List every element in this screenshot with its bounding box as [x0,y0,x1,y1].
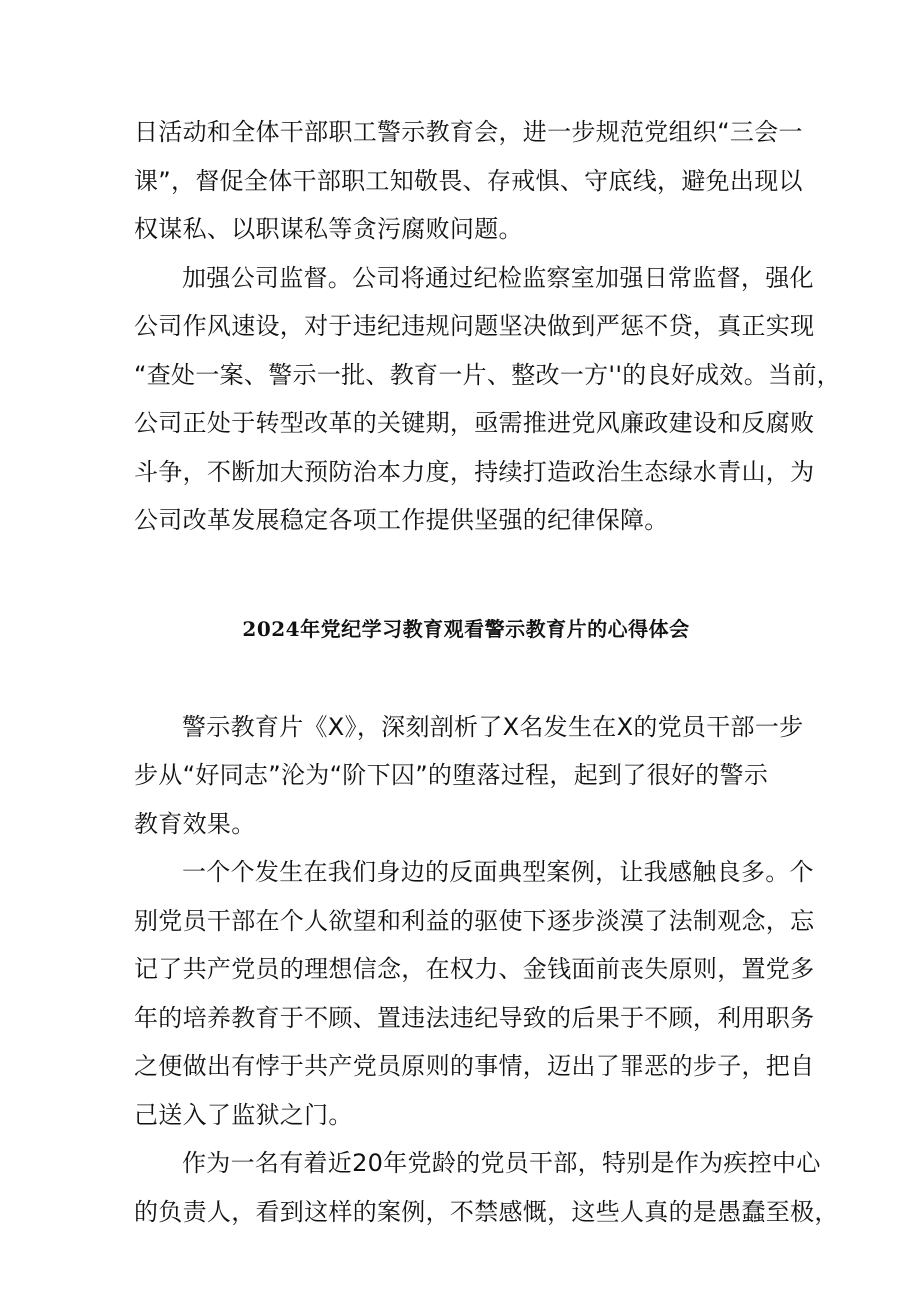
text-line: “查处一案、警示一批、教育一片、整改一方''的良好成效。当前， [134,360,841,389]
text-line: 课”，督促全体干部职工知敬畏、存戒惧、守底线，避免出现以 [134,166,803,195]
text-line: 斗争，不断加大预防治本力度，持续打造政治生态绿水青山，为 [134,457,815,486]
text-line: 一个个发生在我们身边的反面典型案例，让我感触良多。个 [182,858,814,886]
text-line: 别党员干部在个人欲望和利益的驱使下逐步淡漠了法制观念，忘 [134,906,815,935]
text-line: 的负责人，看到这样的案例，不禁感慨，这些人真的是愚蠢至极， [134,1197,839,1226]
spacer [134,545,798,605]
text-line: 公司正处于转型改革的关键期，亟需推进党风廉政建设和反腐败 [134,409,815,437]
text-line: 记了共产党员的理想信念，在权力、金钱面前丧失原则，置党多 [134,955,815,983]
text-line: 之便做出有悖于共产党员原则的事情，迈出了罪恶的步子，把自 [134,1052,815,1080]
paragraph-reflection [134,1139,839,1236]
text-line: 作为一名有着近20年党龄的党员干部，特别是作为疾控中心 [182,1149,821,1177]
spacer [134,653,798,703]
text-line: 加强公司监督。公司将通过纪检监察室加强日常监督，强化 [182,263,814,292]
paragraph-film [134,703,804,849]
document-body [134,108,841,1236]
text-line: 公司作风速设，对于违纪违规问题坚决做到严惩不贷，真正实现 [134,312,815,340]
paragraph-continued [134,108,803,254]
paragraph-cases [134,848,815,1139]
article-title: 2024年党纪学习教育观看警示教育片的心得体会 [242,616,690,641]
text-line: 日活动和全体干部职工警示教育会，进一步规范党组织“三会一 [134,118,803,146]
text-line: 己送入了监狱之门。 [134,1100,353,1129]
text-line: 公司改革发展稳定各项工作提供坚强的纪律保障。 [134,506,669,534]
text-line: 权谋私、以职谋私等贪污腐败问题。 [134,215,523,243]
text-line: 警示教育片《X》，深刻剖析了X名发生在X的党员干部一步 [182,712,804,741]
text-line: 年的培养教育于不顾、置违法违纪导致的后果于不顾，利用职务 [134,1003,815,1032]
text-line: 步从“好同志”沦为“阶下囚”的堕落过程，起到了很好的警示 [134,761,769,789]
text-line: 教育效果。 [134,809,256,838]
paragraph-supervision [134,254,841,545]
